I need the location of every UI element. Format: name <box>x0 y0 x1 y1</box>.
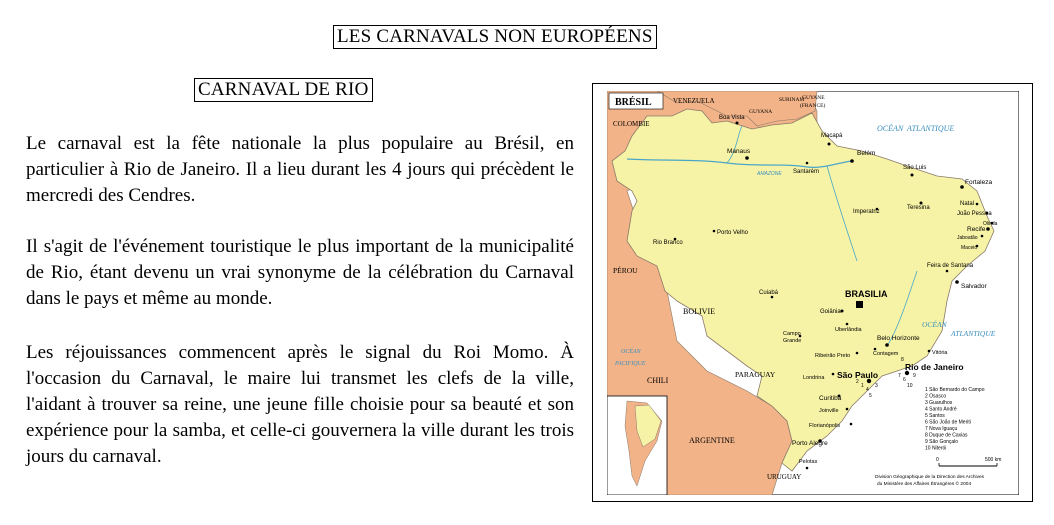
legend-item: 4 Santo André <box>925 406 957 413</box>
scale-max: 500 km <box>985 457 1002 463</box>
marker-3: 3 <box>875 383 878 389</box>
city-rio: Rio de Janeiro <box>905 362 964 372</box>
marker-7: 7 <box>898 373 901 379</box>
city-goiania: Goiânia <box>820 309 841 315</box>
label-venezuela: VENEZUELA <box>673 97 715 105</box>
label-amazone: AMAZONE <box>757 171 782 177</box>
city-porto-alegre: Porto Alegre <box>792 440 828 447</box>
city-brasilia: BRASILIA <box>845 289 888 299</box>
label-france: (FRANCE) <box>800 103 826 109</box>
ocean-atlantic-1b: ATLANTIQUE <box>907 124 955 133</box>
label-bolivie: BOLIVIE <box>683 307 715 316</box>
city-porto-velho: Porto Velho <box>717 230 749 236</box>
marker-9: 9 <box>913 373 916 379</box>
city-pelotas: Pelotas <box>799 459 818 465</box>
city-olinda: Olinda <box>983 221 998 227</box>
city-belem: Belém <box>857 150 876 157</box>
city-vitoria: Vitória <box>932 350 948 356</box>
city-londrina: Londrina <box>803 375 825 381</box>
marker-10: 10 <box>907 383 913 389</box>
city-santarem: Santarém <box>793 169 820 175</box>
map-title: BRÉSIL <box>615 97 652 108</box>
marker-1: 1 <box>861 383 864 389</box>
legend-item: 2 Osasco <box>925 393 947 400</box>
legend-item: 7 Nova Iguaçu <box>925 426 958 432</box>
city-joao-pessoa: João Pessoa <box>957 211 992 217</box>
city-campo-grande-a: Campo <box>783 331 801 337</box>
section-title: CARNAVAL DE RIO <box>194 78 373 102</box>
marker-5: 5 <box>869 393 872 399</box>
brazil-map <box>607 91 1019 495</box>
ocean-pacific-b: PACIFIQUE <box>615 361 646 367</box>
paragraph-intro: Le carnaval est la fête nationale la plus populaire au Brésil, en particulier à Rio de Janeiro. Il a lieu durant les 4 jours qui précèdent le mercredi des Cendres. <box>26 133 574 206</box>
paragraph-roi-momo: Les réjouissances commencent après le signal du Roi Momo. À l'occasion du Carnaval, le maire lui transmet les clefs de la ville, l'aidant à trouver sa reine, une jeune fille choisie pour sa beauté et son expérience pour la samba, et celle-ci gouvernera la ville durant les trois jours du carnaval. <box>26 342 574 467</box>
city-natal: Natal <box>960 201 975 207</box>
marker-2: 2 <box>856 379 859 385</box>
ocean-atlantic-2b: ATLANTIQUE <box>951 329 996 338</box>
city-cuiaba: Cuiabá <box>759 290 779 296</box>
marker-6: 6 <box>903 377 906 383</box>
city-sao-luis: São Luis <box>903 165 927 171</box>
label-guyana: GUYANA <box>749 109 773 115</box>
city-macapa: Macapá <box>821 133 843 139</box>
brazil-map-frame <box>592 83 1033 502</box>
map-credit-1: Division Géographique de la Direction des Archives <box>875 475 985 480</box>
legend-item: 3 Guarulhos <box>925 400 953 406</box>
ocean-pacific-a: OCÉAN <box>621 349 641 355</box>
label-colombie: COLOMBIE <box>613 120 650 128</box>
city-rio-branco: Rio Branco <box>653 240 683 246</box>
scale-zero: 0 <box>936 457 939 463</box>
map-credit-2: du Ministère des Affaires Étrangères © 2004 <box>877 482 972 487</box>
label-surinam: SURINAM <box>779 97 805 103</box>
city-ribeirao: Ribeirão Preto <box>815 353 851 359</box>
label-argentine: ARGENTINE <box>689 436 735 445</box>
city-recife: Recife <box>967 226 986 233</box>
capital-marker <box>856 301 863 308</box>
city-florianopolis: Florianópolis <box>809 423 841 429</box>
legend-item: 5 Santos <box>925 413 945 419</box>
label-paraguay: PARAGUAY <box>735 370 776 379</box>
page-title: LES CARNAVALS NON EUROPÉENS <box>333 25 657 49</box>
city-uberlandia: Uberlândia <box>835 327 862 333</box>
paragraph-tourism: Il s'agit de l'événement touristique le plus important de la municipalité de Rio, étant devenu un vrai synonyme de la célébration du Carnaval dans le pays et même au monde. <box>26 236 574 309</box>
city-sao-paulo: São Paulo <box>837 370 879 380</box>
city-maceio: Maceió <box>961 245 978 251</box>
label-chili: CHILI <box>647 376 669 385</box>
marker-8: 8 <box>901 357 904 363</box>
legend-item: 10 Niterói <box>925 445 947 452</box>
city-fortaleza: Fortaleza <box>965 179 993 186</box>
city-joinville: Joinville <box>819 408 839 414</box>
legend-item: 8 Duque de Caxias <box>925 432 968 439</box>
legend-item: 1 São Bernardo do Campo <box>925 387 985 393</box>
label-perou: PÉROU <box>613 266 638 275</box>
city-manaus: Manaus <box>727 148 751 155</box>
city-curitiba: Curitiba <box>819 395 842 402</box>
city-campo-grande-b: Grande <box>783 338 802 344</box>
city-belo-horizonte: Belo Horizonte <box>877 335 920 342</box>
marker-4: 4 <box>866 387 869 393</box>
legend-item: 6 São João de Meriti <box>925 419 971 426</box>
city-jaboatao: Jaboatão <box>957 235 978 241</box>
label-guyane: GUYANE <box>802 95 825 101</box>
ocean-atlantic-1a: OCÉAN <box>877 124 904 133</box>
city-salvador: Salvador <box>961 283 987 290</box>
city-feira: Feira de Santana <box>927 263 974 269</box>
city-teresina: Teresina <box>907 205 930 211</box>
legend-item: 9 São Gonçalo <box>925 439 959 445</box>
city-contagem: Contagem <box>873 351 899 357</box>
ocean-atlantic-2a: OCÉAN <box>922 320 947 329</box>
city-imperatriz: Imperatriz <box>853 209 880 215</box>
city-boa-vista: Boa Vista <box>719 115 745 121</box>
label-uruguay: URUGUAY <box>767 473 802 481</box>
